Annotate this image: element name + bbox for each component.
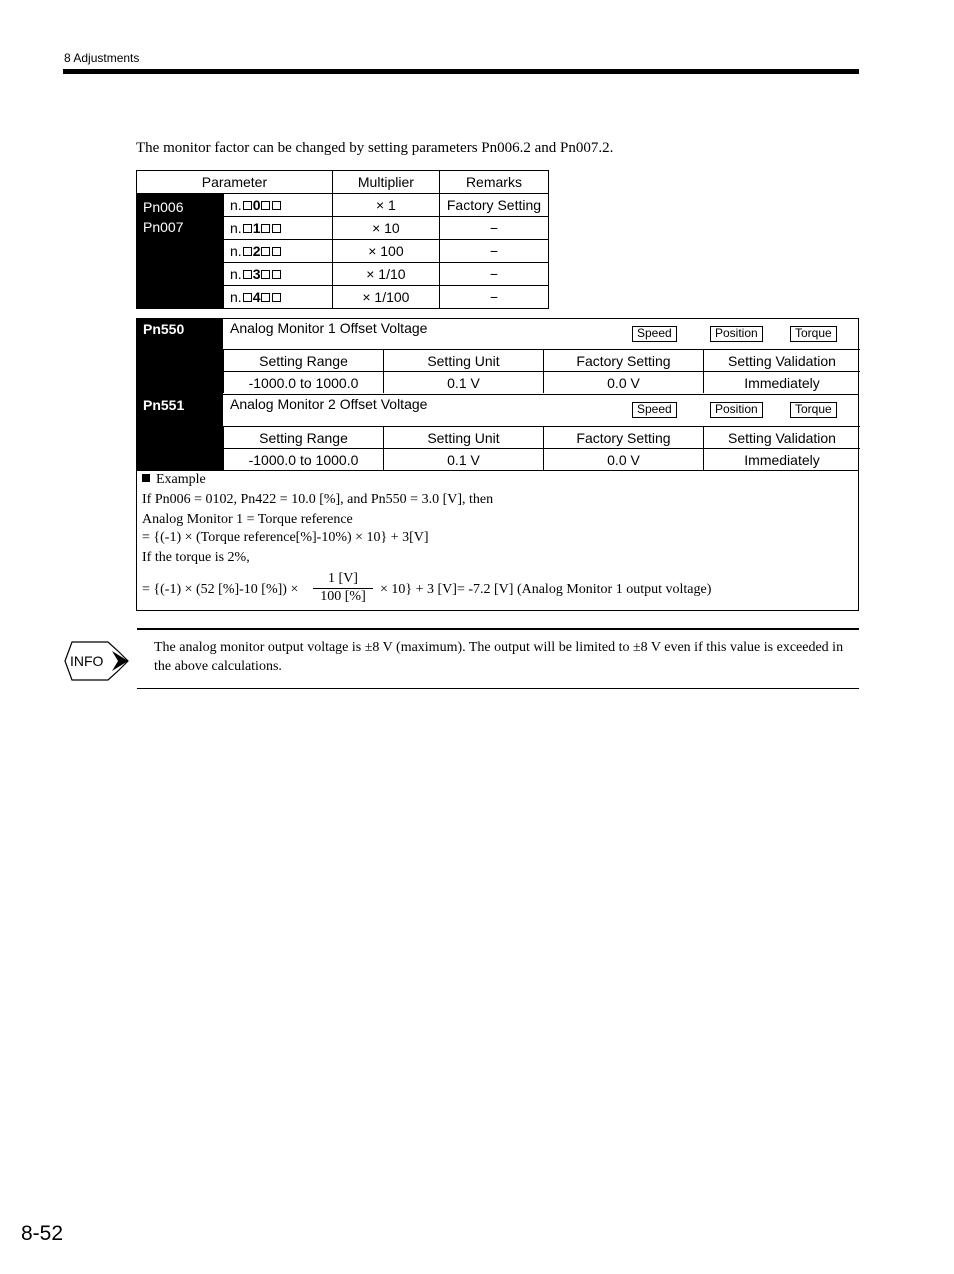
info-icon-label: INFO (70, 653, 104, 669)
formula-right: × 10} + 3 [V]= -7.2 [V] (Analog Monitor 1 output voltage) (380, 582, 712, 597)
placeholder-box (243, 270, 252, 279)
param-cell (137, 194, 224, 309)
param-table-pn551 (223, 426, 860, 470)
value-factory-setting: 0.0 V (544, 449, 704, 471)
placeholder-box (272, 293, 281, 302)
multiplier-cell: × 100 (332, 240, 439, 263)
setting-prefix: n. (230, 197, 242, 213)
section-header: 8 Adjustments (64, 51, 140, 65)
setting-digit: 1 (252, 220, 261, 236)
setting-digit: 3 (252, 266, 261, 282)
param-pn007: Pn007 (143, 219, 184, 235)
setting-prefix: n. (230, 289, 242, 305)
header-parameter: Parameter (137, 171, 333, 194)
info-text: The analog monitor output voltage is ±8 V (maximum). The output will be limited to ±8 V even if this value is exceeded in the above calculations. (154, 640, 844, 674)
header-setting-unit: Setting Unit (384, 350, 544, 372)
placeholder-box (272, 201, 281, 210)
table-row (224, 372, 861, 394)
tag-position: Position (710, 326, 763, 342)
header-setting-range: Setting Range (224, 350, 384, 372)
value-setting-range: -1000.0 to 1000.0 (224, 372, 384, 394)
table-row (224, 350, 861, 372)
setting-cell (224, 263, 333, 286)
placeholder-box (272, 247, 281, 256)
placeholder-box (261, 224, 270, 233)
placeholder-box (261, 270, 270, 279)
example-line-2: Analog Monitor 1 = Torque reference (142, 512, 353, 527)
example-line-4: If the torque is 2%, (142, 550, 250, 565)
multiplier-cell: × 1/100 (332, 286, 439, 309)
header-rule (63, 69, 859, 74)
placeholder-box (243, 293, 252, 302)
setting-digit: 4 (252, 289, 261, 305)
table-row (224, 427, 861, 449)
row-separator (137, 394, 858, 395)
setting-prefix: n. (230, 266, 242, 282)
example-heading (142, 472, 206, 488)
setting-digit: 2 (252, 243, 261, 259)
header-setting-unit: Setting Unit (384, 427, 544, 449)
remarks-cell: − (439, 263, 548, 286)
page-number: 8-52 (21, 1222, 64, 1245)
placeholder-box (243, 224, 252, 233)
tag-torque: Torque (790, 326, 837, 342)
placeholder-box (261, 293, 270, 302)
table-row (137, 194, 549, 217)
placeholder-box (261, 201, 270, 210)
example-line-3: = {(-1) × (Torque reference[%]-10%) × 10} + 3[V] (142, 530, 429, 545)
intro-paragraph: The monitor factor can be changed by setting parameters Pn006.2 and Pn007.2. (136, 140, 614, 156)
bullet-square (142, 474, 150, 482)
fraction-denominator: 100 [%] (320, 589, 366, 604)
setting-digit: 0 (252, 197, 261, 213)
param-id-text: Pn551 (143, 397, 185, 413)
value-setting-range: -1000.0 to 1000.0 (224, 449, 384, 471)
multiplier-cell: × 1 (332, 194, 439, 217)
remarks-cell: − (439, 240, 548, 263)
tag-speed: Speed (632, 326, 677, 342)
multiplier-cell: × 1/10 (332, 263, 439, 286)
setting-prefix: n. (230, 243, 242, 259)
setting-cell (224, 240, 333, 263)
info-icon (64, 640, 130, 687)
tag-torque: Torque (790, 402, 837, 418)
multiplier-cell: × 10 (332, 217, 439, 240)
header-factory-setting: Factory Setting (544, 350, 704, 372)
placeholder-box (261, 247, 270, 256)
info-top-rule (137, 628, 859, 630)
placeholder-box (243, 247, 252, 256)
value-setting-unit: 0.1 V (384, 372, 544, 394)
table-header-row (137, 171, 549, 194)
example-title: Example (156, 472, 206, 487)
tag-speed: Speed (632, 402, 677, 418)
placeholder-box (243, 201, 252, 210)
param-name-pn550: Analog Monitor 1 Offset Voltage (230, 320, 428, 336)
tag-position: Position (710, 402, 763, 418)
param-pn006: Pn006 (143, 199, 184, 215)
header-setting-range: Setting Range (224, 427, 384, 449)
multiplier-table (136, 170, 549, 309)
remarks-cell: − (439, 217, 548, 240)
fraction-numerator: 1 [V] (328, 571, 358, 586)
remarks-cell: − (439, 286, 548, 309)
param-id-pn551 (137, 395, 223, 470)
header-setting-validation: Setting Validation (704, 350, 861, 372)
param-id-pn550 (137, 319, 223, 394)
placeholder-box (272, 270, 281, 279)
value-setting-unit: 0.1 V (384, 449, 544, 471)
setting-prefix: n. (230, 220, 242, 236)
table-row (224, 449, 861, 471)
header-multiplier: Multiplier (332, 171, 439, 194)
setting-cell (224, 194, 333, 217)
param-name-pn551: Analog Monitor 2 Offset Voltage (230, 396, 428, 412)
setting-cell (224, 217, 333, 240)
placeholder-box (272, 224, 281, 233)
setting-cell (224, 286, 333, 309)
value-setting-validation: Immediately (704, 372, 861, 394)
example-line-1: If Pn006 = 0102, Pn422 = 10.0 [%], and Pn550 = 3.0 [V], then (142, 492, 494, 507)
value-setting-validation: Immediately (704, 449, 861, 471)
header-setting-validation: Setting Validation (704, 427, 861, 449)
formula-left: = {(-1) × (52 [%]-10 [%]) × (142, 582, 299, 597)
param-id-text: Pn550 (143, 321, 185, 337)
value-factory-setting: 0.0 V (544, 372, 704, 394)
remarks-cell: Factory Setting (439, 194, 548, 217)
header-remarks: Remarks (439, 171, 548, 194)
parameter-block (136, 318, 859, 611)
row-separator (137, 470, 858, 471)
param-table-pn550 (223, 349, 860, 393)
header-factory-setting: Factory Setting (544, 427, 704, 449)
info-bottom-rule (137, 688, 859, 689)
